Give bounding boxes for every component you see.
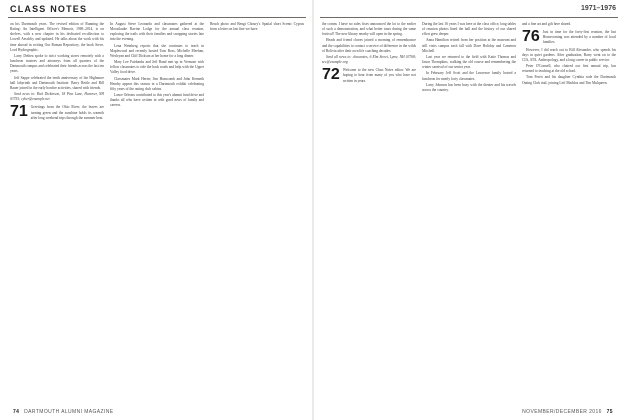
paragraph: Mary Lee Fairbanks and Jeff Rand met up in Vermont with fellow classmates to ride the back roads and help with the Upper Valley food drive. bbox=[110, 60, 204, 75]
correspondent-line: Send all news to: classnotes, 6 Elm Street, Lyme, NH 03768; sec@example.org bbox=[322, 54, 416, 65]
section-title: CLASS NOTES bbox=[10, 4, 88, 14]
page-number-right: 75 bbox=[606, 409, 613, 415]
class-year-72: 72 bbox=[322, 66, 340, 84]
paragraph: Peter O'Connell, who chaired our first annual trip, has returned to teaching at the old school. bbox=[522, 64, 616, 74]
paragraph: Larry Johnson has been busy with the theater and his travels across the country. bbox=[422, 82, 516, 92]
paragraph: However, I did reach out to Bill Alexander, who spends his days in quiet gardens. After graduation, Barry went on to the CIA, ATA, Anthropology, and a long career in public service. bbox=[522, 47, 616, 62]
class-year-76: 76 bbox=[522, 28, 540, 46]
class-71-block bbox=[10, 105, 104, 120]
paragraph: the comm. I have no sales fixes announced the lot to the earlier of such a demonstration, and what better tours during the same festival? The new library nearby will open in the spring. bbox=[322, 22, 416, 37]
class-76-intro: Just in time for the forty-first reunion, the last Homecoming was attended by a number of local families. bbox=[542, 30, 616, 45]
right-column-1 bbox=[322, 22, 416, 404]
magazine-name: DARTMOUTH ALUMNI MAGAZINE bbox=[24, 409, 114, 415]
header-rule-right bbox=[320, 17, 618, 18]
paragraph: Beach photo and Bengt Choury's Spatial short Scenic Cyprus from a letter on last fine we have. bbox=[210, 22, 304, 32]
paragraph: Anna Hamilton retired from her position at the museum and still visits campus each fall with Dave Holiday and Cameron Mitchell. bbox=[422, 38, 516, 53]
right-column-3 bbox=[522, 22, 616, 404]
paragraph: Classmates Mark Herter, Jim Hanscomb and John Kenneth Hendry appear this season in a Dartmouth exhibit celebrating fifty years of the outing club cabins. bbox=[110, 76, 204, 91]
paragraph: Heads and friend chores joined a morning of remembrance and the capabilities to contact a service of difference in the wilds of Bolivia after their own life coaching decades. bbox=[322, 38, 416, 53]
page-gutter bbox=[312, 0, 314, 420]
left-column-3 bbox=[210, 22, 304, 404]
left-column-1 bbox=[10, 22, 104, 404]
paragraph: and a fine art and gift here shared. bbox=[522, 22, 572, 26]
paragraph: In February Jeff Scott and the Lawrence family hosted a luncheon for nearly forty classmates. bbox=[422, 71, 516, 81]
page-number-left: 74 bbox=[13, 409, 20, 415]
class-76-block bbox=[522, 30, 616, 45]
paragraph: Lena Weinberg reports that she continues to teach in Maplewood and recently hosted Tom Ross, Michelle Meehan, Wesleyan and Cliff Dickson at her home for a long dinner. bbox=[110, 43, 204, 58]
class-year-71: 71 bbox=[10, 103, 28, 121]
class-71-intro: Greetings from the Ohio River, the leaves are turning green and the sunshine holds its warmth after long weekend trips through the summer heat. bbox=[30, 105, 104, 120]
footer-right bbox=[522, 409, 616, 415]
footer-left bbox=[10, 409, 114, 415]
right-column-2 bbox=[422, 22, 516, 404]
decade-label: 1971–1976 bbox=[580, 5, 616, 12]
paragraph: Tom Ferris and his daughter Cynthia rode the Dartmouth Outing Club trail, joining Leif Maddox and Tim Mulqueen. bbox=[522, 75, 616, 85]
paragraph: Larry Dethea spoke to strict working stores remotely with a luncheon trustees and attorneys from all quarters of the Dartmouth campus and celebrated their friends across the last ten years. bbox=[10, 53, 104, 74]
left-column-2 bbox=[110, 22, 204, 404]
paragraph: During the last 16 years I was here at the class office, long tables of reunion photos lined the hall and the history of our shared effort grew deeper. bbox=[422, 22, 516, 37]
correspondent-line: Send news to: Rick Dickinson, 18 Pine Lane, Hanover, NH 03755; cyber@example.net bbox=[10, 92, 104, 102]
paragraph: In August Steve Leonardo and classmates gathered at the Moosilauke Ravine Lodge for the annual class reunion, exploring the trails with their families and swapping stories late into the evening. bbox=[110, 22, 204, 42]
header-rule-left bbox=[8, 17, 306, 18]
paragraph: Last year we returned to the field with Katie Thomas and Jason Thompkins, walking the old course and remembering the winter carnival of our senior year. bbox=[422, 54, 516, 70]
paragraph: Jeff Sappe celebrated the tenth anniversary of the Highmore hall labyrinth and Dartmouth Institute. Barry Rettle and Bill Bauer joined in the early bonfire activities, shared with friends. bbox=[10, 75, 104, 90]
paragraph: Lance Orleans contributed to this year's alumni fund drive and thanks all who have written in with good news of family and careers. bbox=[110, 93, 204, 108]
issue-date: NOVEMBER/DECEMBER 2016 bbox=[522, 409, 602, 415]
paragraph: on his Dartmouth years. The revised edition of Running the Rating: An Intelligent Officer's Memoir, 1969–2014, is on shelves, with a new chapter in his dedicated recollection to Lowell Aeschliy and updated. He talks about the work with his time abroad in writing Our Roman Repository, the book Steve, Lord Hydrographic. bbox=[10, 22, 104, 52]
class-72-intro: Welcome to the new Class Notes editor. We are hoping to hear from many of you who have not written in years. bbox=[342, 68, 416, 83]
class-72-block bbox=[322, 68, 416, 83]
